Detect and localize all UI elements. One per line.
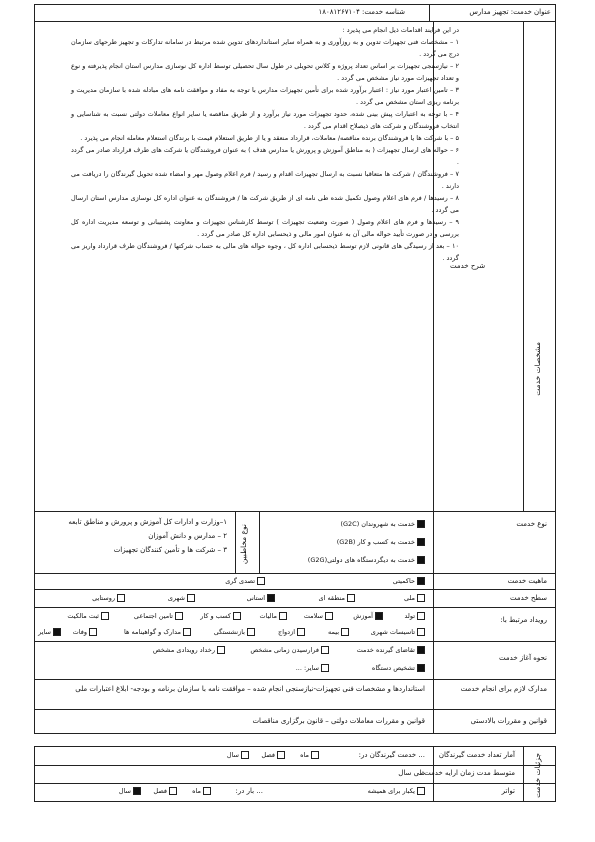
audience-label: نوع مخاطبین	[239, 524, 248, 565]
event-certificates[interactable]: مدارک و گواهینامه ها	[124, 628, 191, 636]
checkbox[interactable]	[347, 594, 355, 602]
service-type-label: نوع خدمت	[516, 520, 547, 528]
laws-label: قوانین و مقررات بالادستی	[470, 717, 547, 725]
checkbox[interactable]	[417, 628, 425, 636]
start-agency[interactable]: تشخیص دستگاه	[372, 664, 425, 672]
docs-value: استانداردها و مشخصات فنی تجهیزات-نیازسنجی انجام شده – موافقت نامه با سازمان برنامه و بودجه- ابلاغ اعتبارات ملی	[75, 685, 425, 693]
count-season[interactable]: فصل	[261, 751, 285, 759]
frequency-month[interactable]: ماه	[192, 787, 211, 795]
audience-item-2: ۲ – مدارس و دانش آموزان	[148, 532, 227, 540]
service-type-g2c[interactable]: خدمت به شهروندان (G2C)	[340, 520, 425, 528]
event-social-security[interactable]: تامین اجتماعی	[134, 612, 183, 620]
checkbox[interactable]	[277, 751, 285, 759]
laws-value: قوانین و مقررات معاملات دولتی – قانون برگزاری مناقصات	[252, 717, 425, 725]
checkbox[interactable]	[417, 556, 425, 564]
service-id: شناسه خدمت: ۱۸۰۸۱۲۶۷۱۰۴	[318, 8, 405, 16]
checkbox[interactable]	[233, 612, 241, 620]
description-item-7: ۷ – فروشندگان / شرکت ها متعاقبا نسبت به ارسال تجهیزات اقدام و رسید / فرم اعلام وصول مهر و امضاء شده تحویل گیرندگان را دریافت می دارند .	[71, 170, 459, 190]
frequency-label: تواتر	[501, 787, 515, 795]
description-item-2: ۲ – نیازسنجی تجهیزات بر اساس تعداد پروژه و کلاس تحویلی در طول سال تحصیلی توسط اداره کل نوسازی مدارس استان انجام پذیرفته و نوع و تعداد تجهیزات مورد نیاز مشخص می گردد .	[71, 62, 459, 82]
checkbox[interactable]	[417, 612, 425, 620]
event-education[interactable]: آموزش	[353, 612, 383, 620]
description-item-9: ۹ – رسیدها و فرم های اعلام وصول ( صورت وضعیت تجهیزات ) توسط کارشناس تجهیزات و معاونت پشتیبانی و توسعه مدیریت اداره کل بررسی و در صورت تأیید حواله مالی آن به عنوان امور مالی و ذیحسابی اداره کل صادر می گردد .	[71, 218, 459, 238]
service-type-g2b[interactable]: خدمت به کسب و کار (G2B)	[337, 538, 425, 546]
checkbox[interactable]	[417, 594, 425, 602]
service-title: عنوان خدمت: تجهیز مدارس	[469, 8, 551, 16]
event-retirement[interactable]: بازنشستگی	[214, 628, 255, 636]
frequency-season[interactable]: فصل	[153, 787, 177, 795]
service-type-row	[34, 512, 556, 574]
nature-sovereign[interactable]: حاکمیتی	[393, 577, 425, 585]
specs-section-label: مشخصات خدمت	[533, 342, 542, 396]
description-label: شرح خدمت	[450, 262, 486, 270]
details-section-label: جزئیات خدمت	[533, 753, 542, 798]
checkbox[interactable]	[321, 664, 329, 672]
checkbox[interactable]	[89, 628, 97, 636]
count-month[interactable]: ماه	[300, 751, 319, 759]
level-provincial[interactable]: استانی	[247, 594, 275, 602]
checkbox[interactable]	[169, 787, 177, 795]
count-label: آمار تعداد خدمت گیرندگان	[438, 751, 515, 759]
start-scheduled[interactable]: فرارسیدن زمانی مشخص	[250, 646, 329, 654]
checkbox[interactable]	[217, 646, 225, 654]
start-request[interactable]: تقاضای گیرنده خدمت	[357, 646, 425, 654]
event-birth[interactable]: تولد	[404, 612, 425, 620]
checkbox[interactable]	[375, 612, 383, 620]
form-header	[34, 4, 556, 22]
audience-item-1: ۱–وزارت و ادارات کل آموزش و پرورش و مناطق تابعه	[68, 518, 227, 526]
event-utilities[interactable]: تاسیسات شهری	[371, 628, 425, 636]
checkbox[interactable]	[417, 520, 425, 528]
start-label: نحوه آغاز خدمت	[499, 654, 547, 662]
duration-label: متوسط مدت زمان ارایه خدمت:	[421, 769, 515, 777]
checkbox[interactable]	[417, 577, 425, 585]
service-type-g2g[interactable]: خدمت به دیگردستگاه های دولتی(G2G)	[308, 556, 425, 564]
level-label: سطح خدمت	[510, 594, 547, 602]
checkbox[interactable]	[133, 787, 141, 795]
nature-label: ماهیت خدمت	[507, 577, 547, 585]
checkbox[interactable]	[257, 577, 265, 585]
level-rural[interactable]: روستایی	[92, 594, 125, 602]
description-item-3: ۳ – تامین اعتبار مورد نیاز : اعتبار برآورد شده برای تأمین تجهیزات مدارس با توجه به مفاد و موافقت نامه های مبادله شده با سازمان مدیریت و برنامه ریزی استان مشخص می گردد .	[71, 86, 459, 106]
checkbox[interactable]	[183, 628, 191, 636]
docs-label: مدارک لازم برای انجام خدمت	[460, 685, 547, 693]
checkbox[interactable]	[325, 612, 333, 620]
event-death[interactable]: وفات	[73, 628, 97, 636]
service-specs-section	[34, 22, 556, 512]
laws-row	[34, 710, 556, 734]
nature-enterprise[interactable]: تصدی گری	[225, 577, 265, 585]
service-start-row	[34, 642, 556, 680]
level-urban[interactable]: شهری	[168, 594, 195, 602]
frequency-once[interactable]: یکبار برای همیشه	[368, 787, 425, 795]
checkbox[interactable]	[279, 612, 287, 620]
checkbox[interactable]	[417, 664, 425, 672]
checkbox[interactable]	[203, 787, 211, 795]
checkbox[interactable]	[297, 628, 305, 636]
checkbox[interactable]	[417, 787, 425, 795]
related-events-row	[34, 608, 556, 642]
required-docs-row	[34, 680, 556, 710]
checkbox[interactable]	[241, 751, 249, 759]
event-health[interactable]: سلامت	[304, 612, 333, 620]
start-event[interactable]: رخداد رویدادی مشخص	[153, 646, 225, 654]
checkbox[interactable]	[117, 594, 125, 602]
start-other[interactable]: سایر: ...	[296, 664, 329, 672]
event-other[interactable]: سایر	[38, 628, 61, 636]
checkbox[interactable]	[53, 628, 61, 636]
frequency-year[interactable]: سال	[119, 787, 141, 795]
level-regional[interactable]: منطقه ای	[318, 594, 355, 602]
count-year[interactable]: سال	[227, 751, 249, 759]
events-label: رویداد مرتبط با:	[500, 616, 547, 624]
checkbox[interactable]	[341, 628, 349, 636]
duration-value: طی سال	[398, 769, 425, 777]
service-details-section	[34, 746, 556, 802]
checkbox[interactable]	[267, 594, 275, 602]
description-body	[71, 24, 459, 264]
level-national[interactable]: ملی	[404, 594, 425, 602]
checkbox[interactable]	[311, 751, 319, 759]
event-business[interactable]: کسب و کار	[200, 612, 241, 620]
checkbox[interactable]	[417, 538, 425, 546]
checkbox[interactable]	[321, 646, 329, 654]
checkbox[interactable]	[101, 612, 109, 620]
checkbox[interactable]	[247, 628, 255, 636]
description-item-5: ۵ – با شرکت ها یا فروشندگان برنده مناقصه/ معاملات، قرارداد منعقد و یا از طریق استعلام قیمت با برندگان استعلام معامله انجام می پذیرد .	[80, 134, 459, 142]
event-property[interactable]: ثبت مالکیت	[67, 612, 109, 620]
description-item-8: ۸ – رسیدها / فرم های اعلام وصول تکمیل شده طی نامه ای از طریق شرکت ها / فروشندگان به عنوان اداره کل نوسازی مدارس استان ارسال می گردد .	[71, 194, 459, 214]
checkbox[interactable]	[187, 594, 195, 602]
checkbox[interactable]	[417, 646, 425, 654]
description-item-1: ۱ – مشخصات فنی تجهیزات تدوین و به روزآوری و به همراه سایر استانداردهای تدوین شده مرتبط در سامانه تدارکات و تجهیز طرحهای سازمان درج می گردد .	[71, 38, 459, 58]
count-text: ... خدمت گیرندگان در:	[358, 751, 425, 759]
description-item-10: ۱۰ – بعد از رسیدگی های قانونی لازم توسط ذیحسابی اداره کل ، وجوه حواله های مالی به حساب شرکتها / فروشندگان طرف قرارداد واریز می گردد .	[71, 242, 459, 262]
checkbox[interactable]	[175, 612, 183, 620]
service-level-row	[34, 590, 556, 608]
service-nature-row	[34, 574, 556, 590]
event-tax[interactable]: مالیات	[259, 612, 287, 620]
audience-item-3: ۳ – شرکت ها و تأمین کنندگان تجهیزات	[113, 546, 227, 554]
event-marriage[interactable]: ازدواج	[278, 628, 305, 636]
frequency-times: ... بار در:	[235, 787, 263, 795]
description-item-4: ۴ – با توجه به اعتبارات پیش بینی شده، حدود تجهیزات مورد نیاز برآورد و از طریق مناقصه یا سایر انواع معاملات دولتی نسبت به شناسایی و انتخاب فروشندگان و شرکت های ذیصلاح اقدام می گردد .	[71, 110, 459, 130]
event-insurance[interactable]: بیمه	[328, 628, 349, 636]
description-intro: در این فرایند اقدامات ذیل انجام می پذیرد :	[342, 26, 459, 34]
description-item-6: ۶ – حواله های ارسال تجهیزات ( به مناطق آموزش و پرورش یا مدارس هدف ) به عنوان فروشندگان یا شرکت های طرف قرارداد صادر می گردد .	[71, 146, 459, 166]
